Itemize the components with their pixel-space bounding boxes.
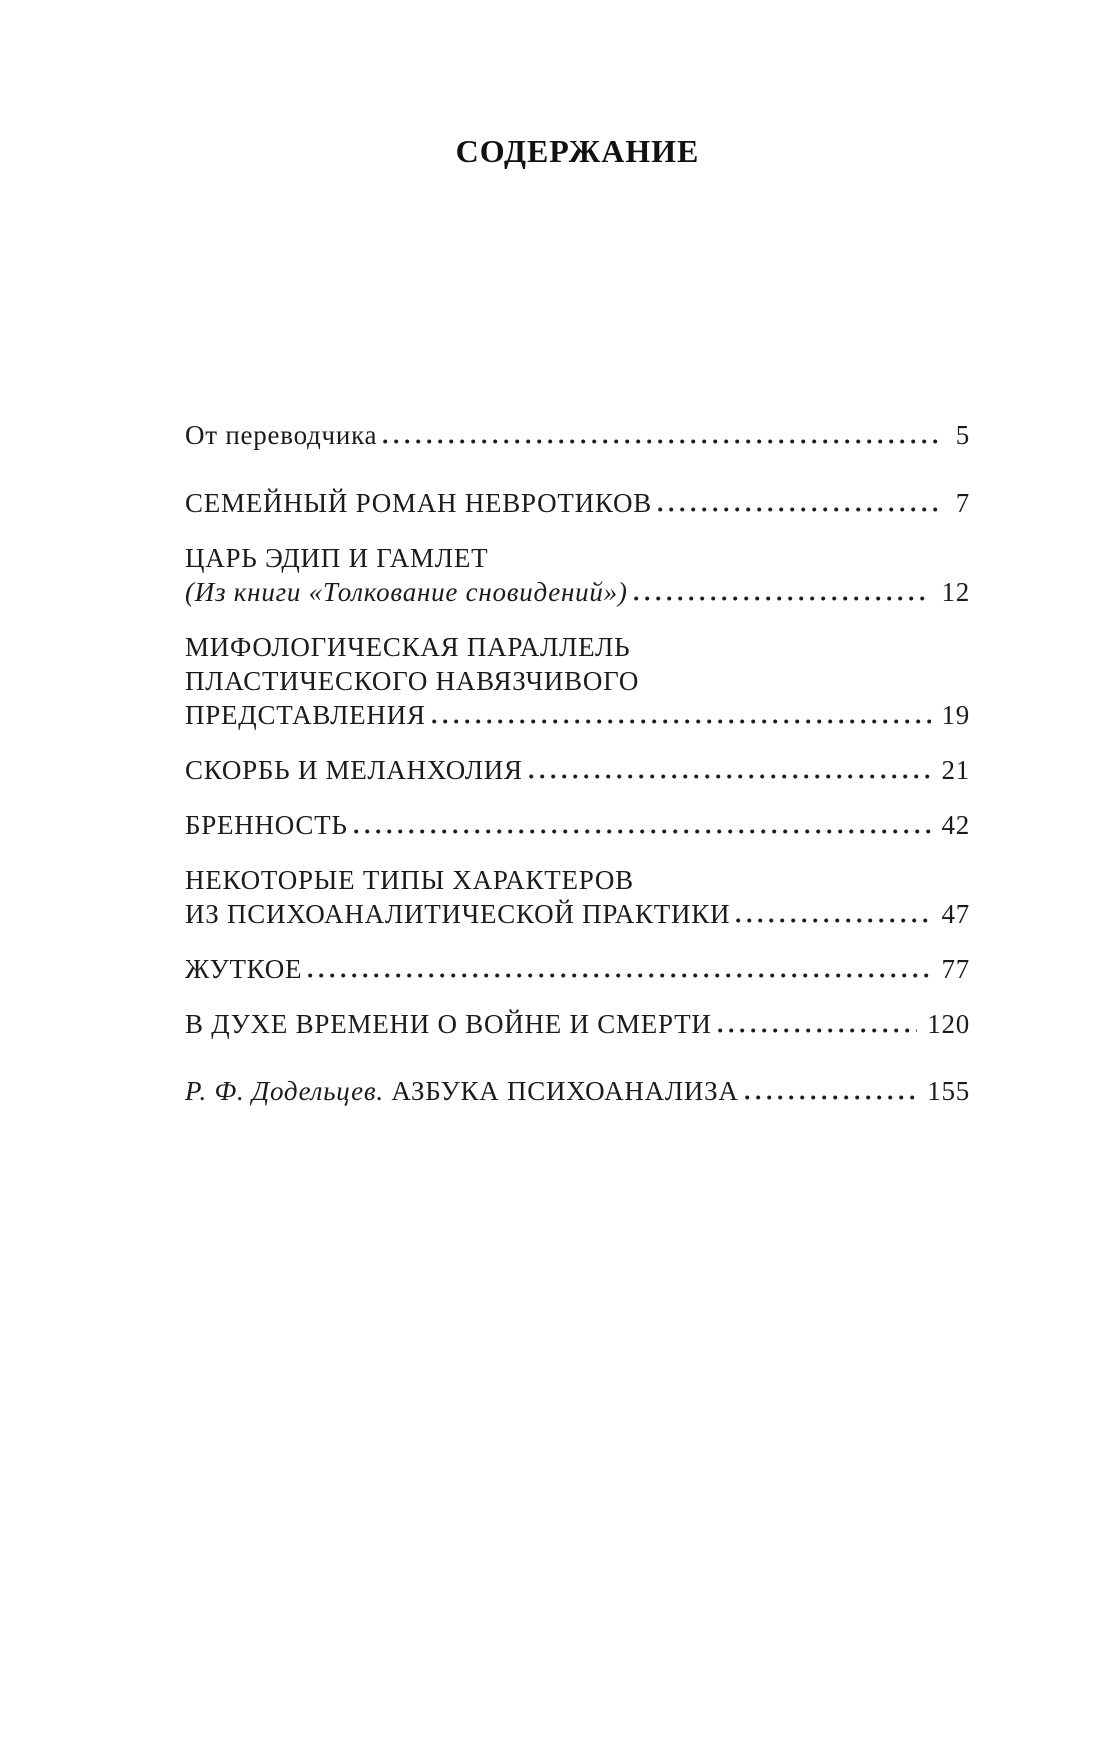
toc-entry [185,1007,970,1041]
toc-entry-text-segment: ИЗ ПСИХОАНАЛИТИЧЕСКОЙ ПРАКТИКИ [185,899,731,929]
page-number: 7 [955,488,970,518]
toc-entry-title [185,575,628,609]
dot-leader [432,719,932,724]
toc-entry-main-line [185,418,970,452]
dot-leader [718,1028,918,1033]
toc-entry [185,753,970,787]
dot-leader [634,596,932,601]
toc-entry-main-line [185,1074,970,1108]
toc-entry-main-line [185,486,970,520]
toc-entry-title [185,897,730,931]
toc-entry-main-line [185,698,970,732]
dot-leader [354,829,932,834]
toc-entry [185,808,970,842]
dot-leader [745,1095,918,1100]
toc-entry-title [185,486,652,520]
page-number: 47 [941,899,970,929]
page-number: 19 [941,700,970,730]
toc-entry-text-segment: АЗБУКА ПСИХОАНАЛИЗА [383,1076,739,1106]
toc-entry-main-line [185,808,970,842]
toc-entry-title [185,952,302,986]
toc-entry [185,863,970,931]
toc-entry-title [185,1007,712,1041]
dot-leader [308,973,931,978]
toc-entry-title [185,808,348,842]
toc-entry-title [185,418,377,452]
toc-entry-main-line [185,952,970,986]
toc-entry-line: НЕКОТОРЫЕ ТИПЫ ХАРАКТЕРОВ [185,865,634,895]
toc-entry-extra-lines [185,863,970,897]
toc-entry-line: ЦАРЬ ЭДИП И ГАМЛЕТ [185,543,489,573]
toc-entry-extra-lines [185,541,970,575]
toc-entry-title [185,1074,739,1108]
page-number: 42 [941,810,970,840]
toc-entry-line: ПЛАСТИЧЕСКОГО НАВЯЗЧИВОГО [185,666,640,696]
toc-entry-text-segment: ПРЕДСТАВЛЕНИЯ [185,700,426,730]
page-number: 155 [927,1076,970,1106]
toc-entry [185,952,970,986]
toc-entry-extra-lines [185,630,970,698]
toc-entry-main-line [185,1007,970,1041]
page-title: СОДЕРЖАНИЕ [455,133,700,169]
page-number: 12 [941,577,970,607]
toc-entry-main-line [185,575,970,609]
toc-entry-text-segment: (Из книги «Толкование сновидений») [185,577,628,607]
page-number: 120 [927,1009,970,1039]
toc-entry-title [185,753,523,787]
toc-entry [185,541,970,609]
dot-leader [736,918,931,923]
toc-entry-text-segment: ЖУТКОЕ [185,954,303,984]
page-number: 5 [955,420,970,450]
toc-entry-line: МИФОЛОГИЧЕСКАЯ ПАРАЛЛЕЛЬ [185,632,631,662]
page-number: 21 [941,755,970,785]
page-number: 77 [941,954,970,984]
dot-leader [658,507,938,512]
toc-entry-main-line [185,897,970,931]
toc-entry-text-segment: От переводчика [185,420,378,450]
toc-entry [185,418,970,452]
toc-entry [185,1074,970,1108]
toc-entry-text-segment: Р. Ф. Додельцев. [185,1076,384,1106]
toc-entry-main-line [185,753,970,787]
toc-entry-text-segment: СЕМЕЙНЫЙ РОМАН НЕВРОТИКОВ [185,488,652,518]
toc-entry-text-segment: В ДУХЕ ВРЕМЕНИ О ВОЙНЕ И СМЕРТИ [185,1009,712,1039]
toc-entry-text-segment: СКОРБЬ И МЕЛАНХОЛИЯ [185,755,523,785]
toc-entry-text-segment: БРЕННОСТЬ [185,810,348,840]
toc-entry-title [185,698,426,732]
dot-leader [383,439,938,444]
dot-leader [529,774,932,779]
toc-entry [185,486,970,520]
toc-entry [185,630,970,732]
toc-list [185,418,970,1108]
